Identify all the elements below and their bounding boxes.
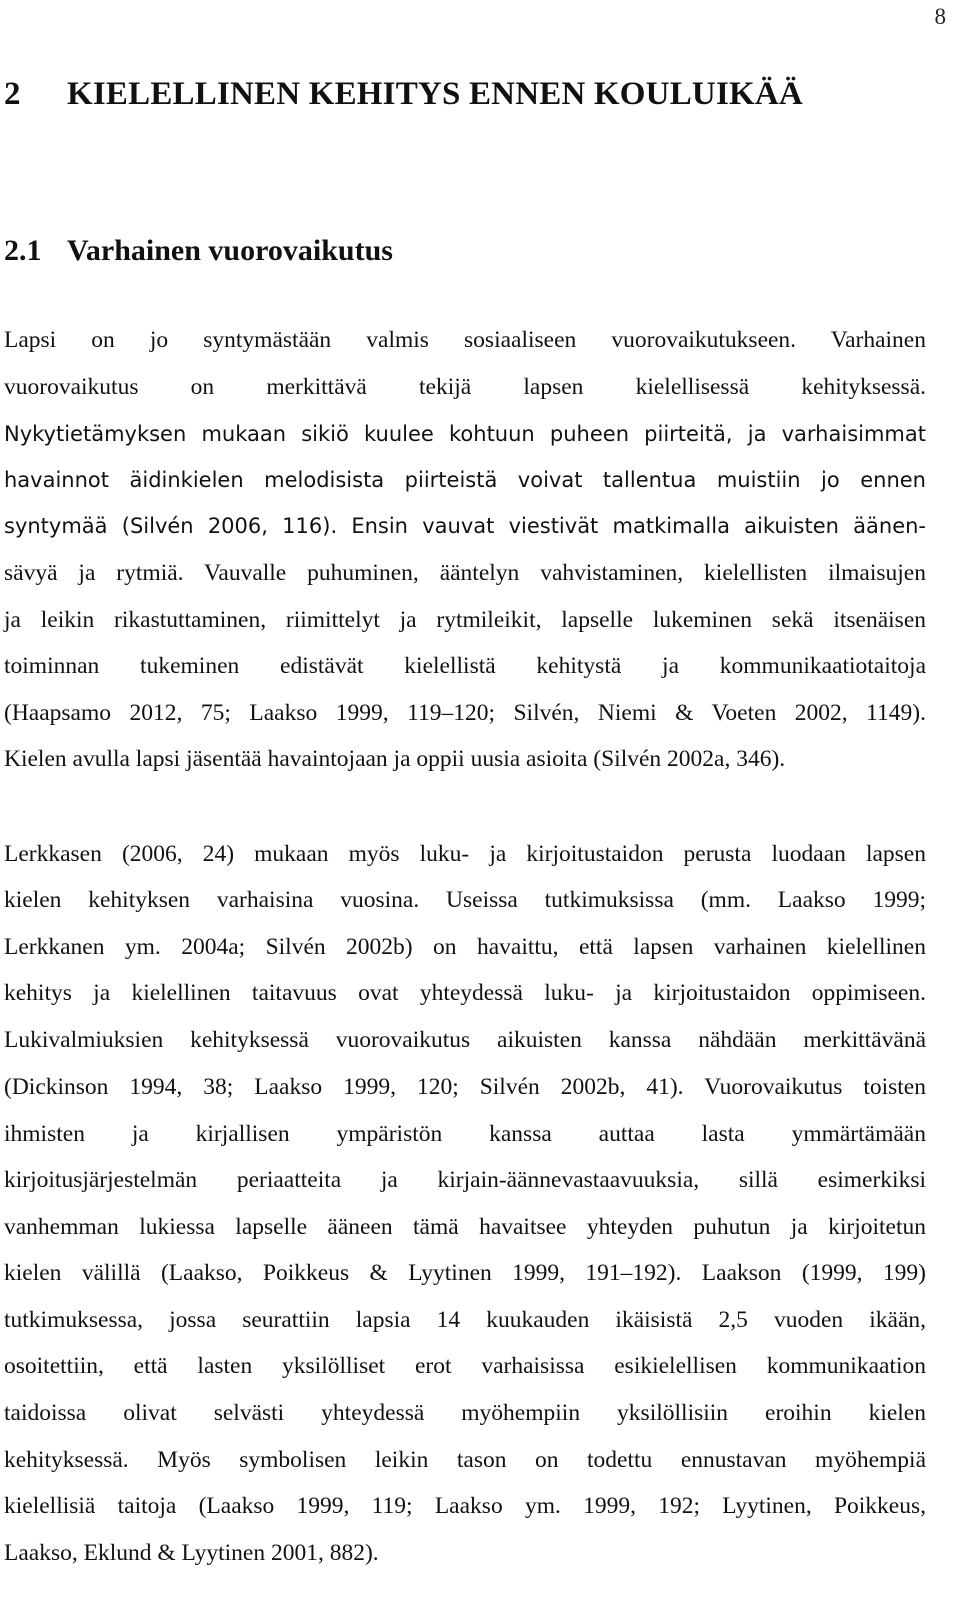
paragraph-line: Lerkkanen ym. 2004a; Silvén 2002b) on havaittu, että lapsen varhainen kielellinen <box>4 934 926 960</box>
paragraph-line: toiminnan tukeminen edistävät kielellistä kehitystä ja kommunikaatiotaitoja <box>4 653 926 679</box>
paragraph-line: sävyä ja rytmiä. Vauvalle puhuminen, ääntelyn vahvistaminen, kielellisten ilmaisujen <box>4 560 926 586</box>
section-number: 2.1 <box>4 234 42 267</box>
paragraph-line: taidoissa olivat selvästi yhteydessä myöhempiin yksilöllisiin eroihin kielen <box>4 1400 926 1426</box>
paragraph-line: Nykytietämyksen mukaan sikiö kuulee kohtuun puheen piirteitä, ja varhaisimmat <box>4 422 926 446</box>
paragraph-line: Laakso, Eklund & Lyytinen 2001, 882). <box>4 1540 379 1566</box>
paragraph-line: osoitettiin, että lasten yksilölliset erot varhaisissa esikielellisen kommunikaation <box>4 1353 926 1379</box>
paragraph-line: syntymää (Silvén 2006, 116). Ensin vauvat viestivät matkimalla aikuisten äänen- <box>4 514 926 538</box>
paragraph-line: kirjoitusjärjestelmän periaatteita ja kirjain-äännevastaavuuksia, sillä esimerkiksi <box>4 1167 926 1193</box>
paragraph-line: (Dickinson 1994, 38; Laakso 1999, 120; Silvén 2002b, 41). Vuorovaikutus toisten <box>4 1074 926 1100</box>
paragraph-line: Lapsi on jo syntymästään valmis sosiaaliseen vuorovaikutukseen. Varhainen <box>4 327 926 353</box>
paragraph-line: tutkimuksessa, jossa seurattiin lapsia 14 kuukauden ikäisistä 2,5 vuoden ikään, <box>4 1307 926 1333</box>
paragraph-line: ihmisten ja kirjallisen ympäristön kanssa auttaa lasta ymmärtämään <box>4 1121 926 1147</box>
chapter-title: KIELELLINEN KEHITYS ENNEN KOULUIKÄÄ <box>67 76 803 112</box>
paragraph-line: havainnot äidinkielen melodisista piirteistä voivat tallentua muistiin jo ennen <box>4 468 926 492</box>
paragraph-line: kielen välillä (Laakso, Poikkeus & Lyytinen 1999, 191–192). Laakson (1999, 199) <box>4 1260 926 1286</box>
paragraph-line: kehityksessä. Myös symbolisen leikin tason on todettu ennustavan myöhempiä <box>4 1447 926 1473</box>
section-heading <box>4 234 393 268</box>
paragraph-line: Lukivalmiuksien kehityksessä vuorovaikutus aikuisten kanssa nähdään merkittävänä <box>4 1027 926 1053</box>
paragraph-line: (Haapsamo 2012, 75; Laakso 1999, 119–120; Silvén, Niemi & Voeten 2002, 1149). <box>4 700 926 726</box>
chapter-heading <box>4 76 803 113</box>
paragraph-line: kielellisiä taitoja (Laakso 1999, 119; Laakso ym. 1999, 192; Lyytinen, Poikkeus, <box>4 1493 926 1519</box>
section-title: Varhainen vuorovaikutus <box>67 234 393 267</box>
page-number: 8 <box>934 4 946 29</box>
paragraph-line: Kielen avulla lapsi jäsentää havaintojaan ja oppii uusia asioita (Silvén 2002a, 346). <box>4 746 786 772</box>
paragraph-line: ja leikin rikastuttaminen, riimittelyt ja rytmileikit, lapselle lukeminen sekä itsenäisen <box>4 607 926 633</box>
chapter-number: 2 <box>4 76 21 112</box>
paragraph-line: vuorovaikutus on merkittävä tekijä lapsen kielellisessä kehityksessä. <box>4 374 926 400</box>
paragraph-line: Lerkkasen (2006, 24) mukaan myös luku- ja kirjoitustaidon perusta luodaan lapsen <box>4 841 926 867</box>
paragraph-line: kielen kehityksen varhaisina vuosina. Useissa tutkimuksissa (mm. Laakso 1999; <box>4 887 926 913</box>
paragraph-line: vanhemman lukiessa lapselle ääneen tämä havaitsee yhteyden puhutun ja kirjoitetun <box>4 1214 926 1240</box>
paragraph-line: kehitys ja kielellinen taitavuus ovat yhteydessä luku- ja kirjoitustaidon oppimiseen. <box>4 980 926 1006</box>
